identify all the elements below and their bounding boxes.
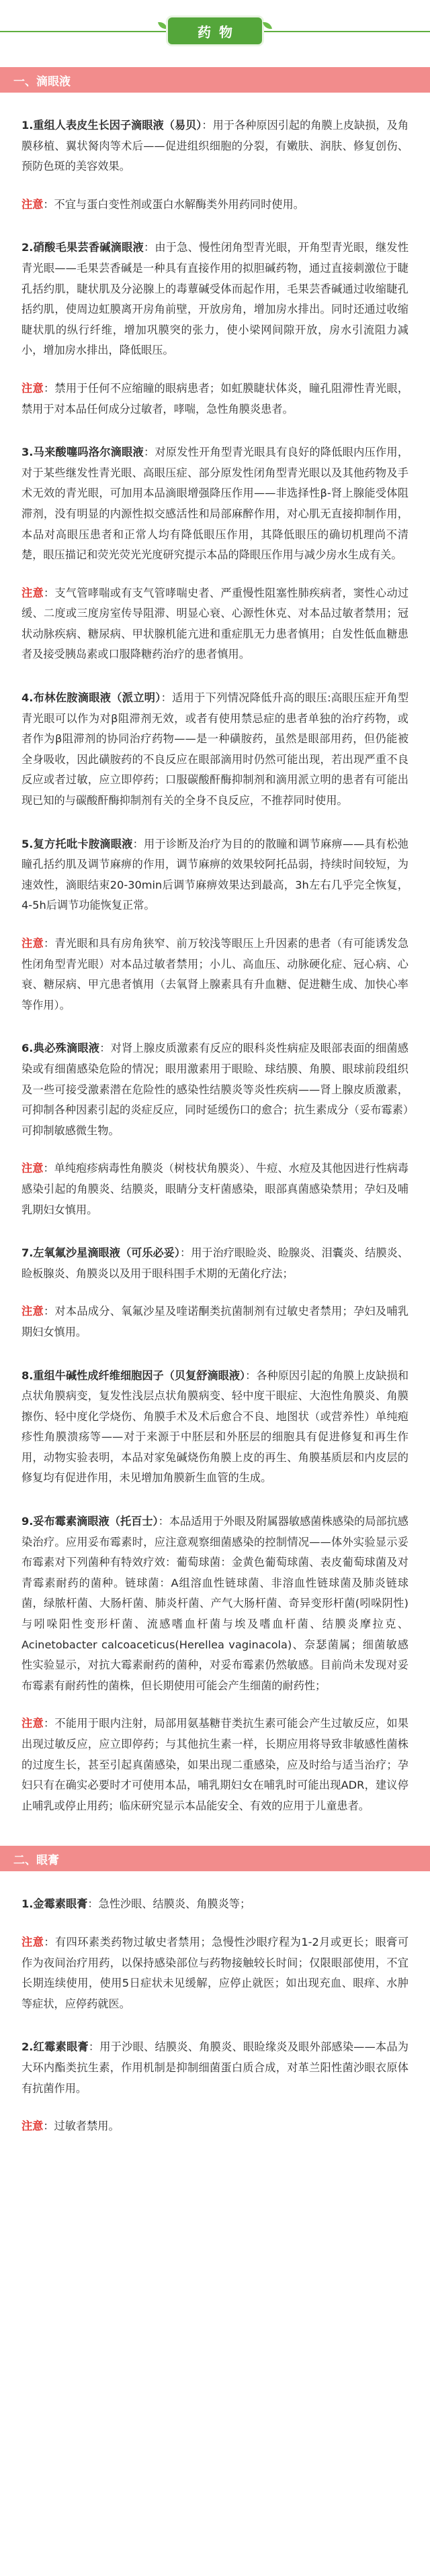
- drug-note: [22, 1714, 408, 1816]
- note-text: ：支气管哮喘或有支气管哮喘史者、严重慢性阻塞性肺疾病者，窦性心动过缓、二度或三度房室传导阻滞、明显心衰、心源性休克、对本品过敏者禁用；冠状动脉疾病、糖尿病、甲状腺机能亢进和重症肌无力患者慎用；自发性低血糖患者及接受胰岛素或口服降糖药治疗的患者慎用。: [22, 586, 409, 661]
- drug-item: [22, 238, 408, 419]
- note-text: ：不能用于眼内注射，局部用氨基糖苷类抗生素可能会产生过敏反应，如果出现过敏反应，应立即停药；与其他抗生素一样，长期应用将导致非敏感性菌株的过度生长，甚至引起真菌感染，如果出现二重感染，应及时给与适当治疗；孕妇只有在确实必要时才可使用本品，哺乳期妇女在哺乳时可能出现ADR，建议停止哺乳或停止用药；临床研究显示本品能安全、有效的应用于儿童患者。: [22, 1717, 409, 1812]
- section-content-eye-drops: [0, 115, 430, 1816]
- drug-body: ：由于急、慢性闭角型青光眼，开角型青光眼，继发性青光眼——毛果芸香碱是一种具有直接作用的拟胆碱药物，通过直接刺激位于睫孔括约肌，睫状肌及分泌腺上的毒蕈碱受体而起作用，毛果芸香碱通过收缩睫孔括约肌，使周边虹膜离开房角前壁，开放房角，增加房水排出。同时还通过收缩睫状肌的纵行纤维，增加巩膜突的张力，使小梁网间隙开放，房水引流阻力减小，增加房水排出，降低眼压。: [22, 241, 409, 357]
- drug-title: 5.复方托吡卡胺滴眼液: [22, 837, 133, 850]
- section-header-eye-drops: 一、滴眼液: [0, 67, 430, 93]
- drug-body: ：用于诊断及治疗为目的的散瞳和调节麻痹——具有松弛瞳孔括约肌及调节麻痹的作用，调节麻痹的效果较阿托品弱，持续时间较短，为速效性，滴眼结束20-30min后调节麻痹效果达到最高，3h左右几乎完全恢复，4-5h后调节功能恢复正常。: [22, 837, 408, 912]
- drug-title: 1.重组人表皮生长因子滴眼液（易贝）: [22, 119, 202, 132]
- drug-item: [22, 1366, 408, 1489]
- drug-description: [22, 442, 408, 566]
- drug-note: [22, 1158, 408, 1220]
- drug-item: [22, 1512, 408, 1816]
- note-label: 注意: [22, 1717, 44, 1730]
- drug-item: [22, 115, 408, 215]
- drug-description: [22, 2037, 408, 2099]
- drug-item: [22, 442, 408, 665]
- note-text: ：过敏者禁用。: [43, 2120, 120, 2133]
- drug-note: [22, 934, 408, 1015]
- drug-item: [22, 1894, 408, 2014]
- drug-note: [22, 195, 408, 215]
- note-label: 注意: [22, 1305, 44, 1318]
- drug-body: ：各种原因引起的角膜上皮缺损和点状角膜病变，复发性浅层点状角膜病变、轻中度干眼症、大泡性角膜炎、角膜擦伤、轻中度化学烧伤、角膜手术及术后愈合不良、地图状（或营养性）单纯疱疹性角膜溃疡等——对于来源于中胚层和外胚层的细胞具有促进修复和再生作用，动物实验表明，本品对家兔碱烧伤角膜上皮的再生、角膜基质层和内皮层的修复均有促进作用，未见增加角膜新生血管的生成。: [22, 1369, 409, 1485]
- drug-item: [22, 1243, 408, 1342]
- drug-title: 2.硝酸毛果芸香碱滴眼液: [22, 241, 144, 254]
- section-content-eye-ointment: [0, 1894, 430, 2136]
- drug-title: 2.红霉素眼膏: [22, 2040, 89, 2054]
- drug-item: [22, 1038, 408, 1220]
- drug-body: ：适用于下列情况降低升高的眼压:高眼压症开角型青光眼可以作为对β阻滞剂无效，或者有使用禁忌症的患者单独的治疗药物，或者作为β阻滞剂的协同治疗药物——是一种磺胺药，虽然是眼部用药，但仍能被全身吸收，因此磺胺药的不良反应在眼部滴用时仍然可能出现，若出现严重不良反应或者过敏，应立即停药；口服碳酸酐酶抑制剂和滴用派立明的患者有可能出现已知的与碳酸酐酶抑制剂有关的全身不良反应，不推荐同时使用。: [22, 691, 409, 807]
- section-header-eye-ointment: 二、眼膏: [0, 1846, 430, 1871]
- drug-item: [22, 2037, 408, 2136]
- drug-item: [22, 834, 408, 1016]
- drug-title: 6.典必殊滴眼液: [22, 1042, 100, 1055]
- note-label: 注意: [22, 1162, 44, 1175]
- drug-title: 3.马来酸噻吗洛尔滴眼液: [22, 446, 144, 459]
- drug-description: [22, 1894, 408, 1915]
- drug-description: [22, 1366, 408, 1489]
- note-label: 注意: [22, 586, 44, 599]
- page-title: 药物: [168, 17, 262, 44]
- note-text: ：有四环素类药物过敏史者禁用；急慢性沙眼疗程为1-2月或更长；眼膏可作为夜间治疗用药，以保持感染部位与药物接触较长时间；仅限眼部使用，不宜长期连续使用，使用5日症状未见缓解，应停止就医；如出现充血、眼痒、水肿等症状，应停药就医。: [22, 1935, 409, 2010]
- drug-title: 9.妥布霉素滴眼液（托百士）: [22, 1515, 159, 1528]
- drug-note: [22, 2116, 408, 2137]
- drug-body: ：对肾上腺皮质激素有反应的眼科炎性病症及眼部表面的细菌感染或有细菌感染危险的情况；眼用激素用于眼睑、球结膜、角膜、眼球前段组织及一些可接受激素潜在危险性的感染性结膜炎等炎性疾病——肾上腺皮质激素，可抑制各种因素引起的炎症反应，同时延缓伤口的愈合；抗生素成分（妥布霉素）可抑制敏感微生物。: [22, 1042, 408, 1137]
- note-text: ：对本品成分、氧氟沙星及喹诺酮类抗菌制剂有过敏史者禁用；孕妇及哺乳期妇女慎用。: [22, 1305, 409, 1338]
- drug-title: 1.金霉素眼膏: [22, 1897, 88, 1911]
- note-label: 注意: [22, 937, 44, 950]
- drug-title: 8.重组牛碱性成纤维细胞因子（贝复舒滴眼液）: [22, 1369, 246, 1382]
- leaf-icon: [262, 20, 273, 31]
- drug-description: [22, 238, 408, 361]
- drug-description: [22, 1038, 408, 1141]
- drug-description: [22, 688, 408, 811]
- drug-note: [22, 1301, 408, 1342]
- drug-body: ：用于各种原因引起的角膜上皮缺损，及角膜移植、翼状胬肉等术后——促进组织细胞的分裂，有嫩肤、润肤、修复创伤、预防色斑的美容效果。: [22, 119, 409, 173]
- note-text: ：不宜与蛋白变性剂或蛋白水解酶类外用药同时使用。: [43, 197, 304, 211]
- drug-description: [22, 1512, 408, 1696]
- drug-body: ：用于沙眼、结膜炎、角膜炎、眼睑缘炎及眼外部感染——本品为大环内酯类抗生素，作用机制是抑制细菌蛋白质合成，对革兰阳性菌沙眼衣原体有抗菌作用。: [22, 2040, 408, 2095]
- drug-body: ：对原发性开角型青光眼具有良好的降低眼内压作用，对于某些继发性青光眼、高眼压症、部分原发性闭角型青光眼以及其他药物及手术无效的青光眼，可加用本品滴眼增强降压作用——非选择性β-肾上腺能受体阻滞剂，没有明显的内源性拟交感活性和局部麻醉作用，对心肌无直接抑制作用，本品对高眼压患者和正常人均有降低眼压作用，其降低眼压的确切机理尚不清楚，眼压描记和荧光荧光光度研究提示本品的降眼压作用与减少房水生成有关。: [22, 446, 409, 562]
- note-label: 注意: [22, 197, 44, 211]
- drug-title: 7.左氧氟沙星滴眼液（可乐必妥）: [22, 1246, 180, 1260]
- drug-note: [22, 1932, 408, 2014]
- drug-title: 4.布林佐胺滴眼液（派立明）: [22, 691, 161, 705]
- drug-note: [22, 583, 408, 665]
- leaf-icon: [157, 20, 168, 31]
- note-label: 注意: [22, 381, 44, 395]
- drug-note: [22, 379, 408, 419]
- drug-body: ：用于治疗眼睑炎、睑腺炎、泪囊炎、结膜炎、睑板腺炎、角膜炎以及用于眼科围手术期的无菌化疗法；: [22, 1246, 409, 1280]
- note-text: ：青光眼和具有房角狭窄、前万较浅等眼压上升因素的患者（有可能诱发急性闭角型青光眼）对本品过敏者禁用；小儿、高血压、动脉硬化症、冠心病、心衰、糖尿病、甲亢患者慎用（去氧肾上腺素具有升血糖、促进糖生成、加快心率等作用）。: [22, 937, 409, 1011]
- note-text: ：禁用于任何不应缩瞳的眼病患者；如虹膜睫状体炎，瞳孔阻滞性青光眼，禁用于对本品任何成分过敏者，哮喘，急性角膜炎患者。: [22, 381, 409, 415]
- title-banner: [0, 0, 430, 64]
- drug-body: ：急性沙眼、结膜炎、角膜炎等；: [87, 1897, 251, 1911]
- note-label: 注意: [22, 1935, 44, 1948]
- drug-item: [22, 688, 408, 811]
- drug-description: [22, 1243, 408, 1284]
- drug-description: [22, 115, 408, 177]
- note-label: 注意: [22, 2120, 44, 2133]
- note-text: ：单纯疱疹病毒性角膜炎（树枝状角膜炎）、牛痘、水痘及其他因进行性病毒感染引起的角膜炎、结膜炎，眼睛分支杆菌感染，眼部真菌感染禁用；孕妇及哺乳期妇女慎用。: [22, 1162, 408, 1216]
- drug-body: ：本品适用于外眼及附属器敏感菌株感染的局部抗感染治疗。应用妥布霉素时，应注意观察细菌感染的控制情况——体外实验显示妥布霉素对下列菌种有特效疗效：葡萄球菌：金黄色葡萄球菌、表皮葡萄球菌及对青霉素耐药的菌种。链球菌：A组溶血性链球菌、非溶血性链球菌及肺炎链球菌，绿脓杆菌、大肠杆菌、肺炎杆菌、产气大肠杆菌、奇异变形杆菌(吲哚阴性)与吲哚阳性变形杆菌、流感嗜血杆菌与埃及嗜血杆菌、结膜炎摩拉克、Acinetobacter calcoaceticus(Herellea vaginacola)、奈瑟菌属；细菌敏感性实验显示，对抗大霉素耐药的菌种，对妥布霉素仍然敏感。目前尚未发现对妥布霉素有耐药性的菌株，但长期使用可能会产生细菌的耐药性；: [22, 1515, 408, 1692]
- drug-description: [22, 834, 408, 916]
